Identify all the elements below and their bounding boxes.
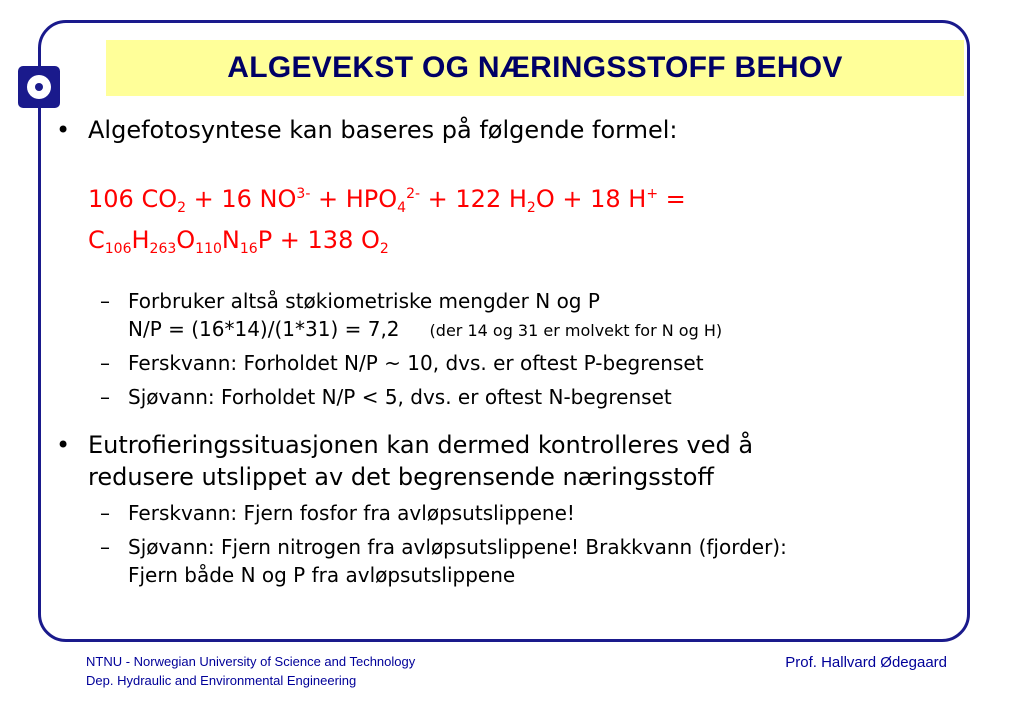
bullet-icon: • bbox=[56, 116, 71, 144]
title-banner bbox=[106, 40, 964, 96]
molweight-note: (der 14 og 31 er molvekt for N og H) bbox=[429, 321, 723, 340]
footer-author: Prof. Hallvard Ødegaard bbox=[785, 654, 947, 671]
dash-icon: – bbox=[100, 385, 110, 409]
dash-icon: – bbox=[100, 289, 110, 313]
formula-line-2: $C_{106}H_{263}O_{110}N_{16}P + 138$ $O_2$ bbox=[88, 226, 389, 257]
bullet-2-text-line1: Eutrofieringssituasjonen kan dermed kontrolleres ved å bbox=[88, 431, 754, 459]
formula-line-1: 106 $CO_2 + 16$ $NO^{3-} + HPO_4^{2-} + 122$ $H_2O + 18$ H+ = bbox=[88, 185, 686, 216]
subitem-freshwater-ratio bbox=[54, 349, 954, 377]
bullet-2 bbox=[54, 429, 954, 493]
bullet-2-text-line2: redusere utslippet av det begrensende næringsstoff bbox=[88, 463, 714, 491]
bullet-1-text: Algefotosyntese kan baseres på følgende formel: bbox=[88, 116, 678, 144]
bullet-icon: • bbox=[56, 431, 71, 459]
subitem-freshwater-action bbox=[54, 499, 954, 527]
subitem-text-line2: Fjern både N og P fra avløpsutslippene bbox=[128, 563, 516, 587]
ntnu-logo-icon bbox=[18, 66, 60, 108]
footer-institution bbox=[86, 652, 415, 690]
subitem-text: Sjøvann: Fjern nitrogen fra avløpsutslippene! Brakkvann (fjorder): bbox=[128, 535, 787, 559]
footer-university: NTNU - Norwegian University of Science and Technology bbox=[86, 654, 416, 669]
subitem-seawater-ratio bbox=[54, 383, 954, 411]
dash-icon: – bbox=[100, 351, 110, 375]
subitem-text: Forbruker altså støkiometriske mengder N og P bbox=[128, 289, 600, 313]
subitem-stoichiometry bbox=[54, 287, 954, 345]
bullet-1 bbox=[54, 114, 954, 146]
slide-content bbox=[54, 114, 954, 589]
subitem-text-line2 bbox=[128, 315, 954, 345]
dash-icon: – bbox=[100, 501, 110, 525]
subitem-seawater-action bbox=[54, 533, 954, 589]
subitem-text: Ferskvann: Forholdet N/P ~ 10, dvs. er oftest P-begrenset bbox=[128, 351, 704, 375]
subitem-text: Ferskvann: Fjern fosfor fra avløpsutslippene! bbox=[128, 501, 575, 525]
footer-department: Dep. Hydraulic and Environmental Engineering bbox=[86, 673, 357, 688]
np-ratio-text: N/P = (16*14)/(1*31) = 7,2 bbox=[128, 317, 400, 341]
subitem-text: Sjøvann: Forholdet N/P < 5, dvs. er oftest N-begrenset bbox=[128, 385, 672, 409]
slide-title: ALGEVEKST OG NÆRINGSSTOFF BEHOV bbox=[227, 51, 843, 84]
dash-icon: – bbox=[100, 535, 110, 559]
